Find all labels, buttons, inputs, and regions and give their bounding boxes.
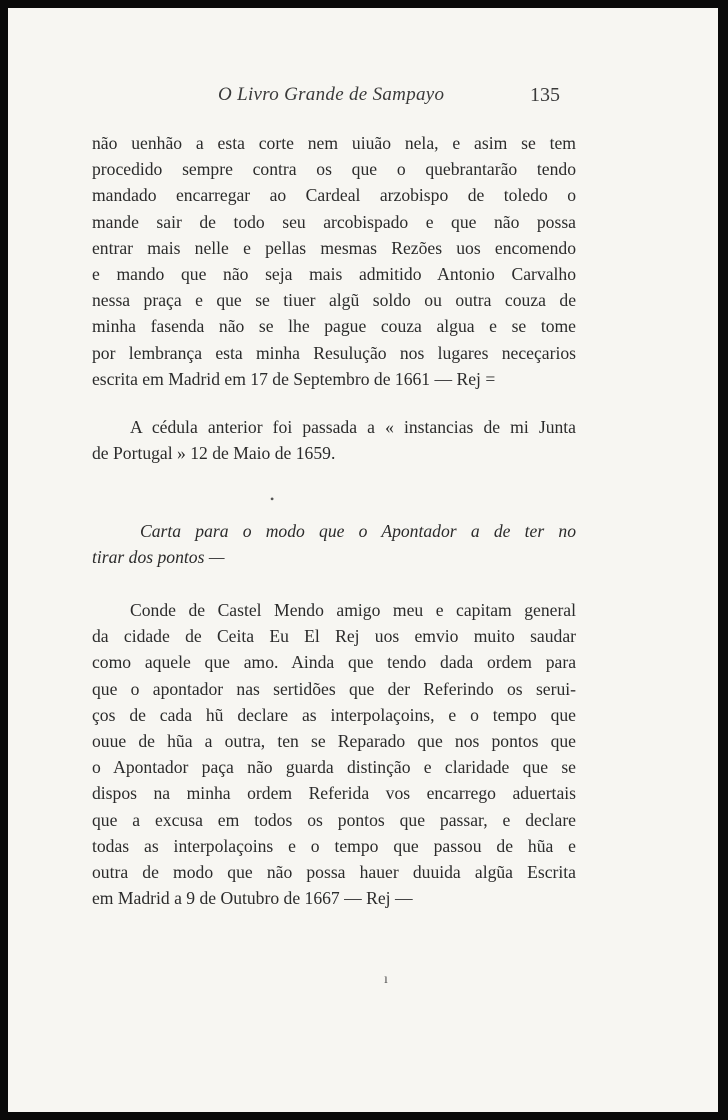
text-line: em Madrid a 9 de Outubro de 1667 — Rej — <box>92 888 413 909</box>
paragraph-note-1659 <box>92 414 576 466</box>
running-title: O Livro Grande de Sampayo <box>218 84 445 105</box>
text-line: Carta para o modo que o Apontador a de ter no <box>140 521 576 541</box>
text-line: ouue de hũa a outra, ten se Reparado que nos pontos que <box>92 730 576 751</box>
paragraph-cedula-1661 <box>92 130 576 392</box>
text-line: dispos na minha ordem Referida vos encarrego aduertais <box>92 783 576 804</box>
ink-speck: • <box>270 492 275 506</box>
letter-heading <box>92 518 576 570</box>
ink-speck: ı <box>384 972 388 987</box>
text-line: que o apontador nas sertidões que der Referindo os serui- <box>92 678 576 699</box>
text-line: e mando que não seja mais admitido Antonio Carvalho <box>92 263 576 284</box>
text-line: tirar dos pontos — <box>92 547 225 568</box>
text-line: minha fasenda não se lhe pague couza algua e se tome <box>92 316 576 337</box>
text-line: mandado encarregar ao Cardeal arzobispo de toledo o <box>92 185 576 206</box>
text-line: Conde de Castel Mendo amigo meu e capitam general <box>130 600 576 620</box>
text-line: de Portugal » 12 de Maio de 1659. <box>92 443 336 464</box>
text-line: procedido sempre contra os que o quebrantarão tendo <box>92 159 576 180</box>
text-line: outra de modo que não possa hauer duuida algũa Escrita <box>92 861 576 882</box>
text-line: mande sair de todo seu arcobispado e que não possa <box>92 211 576 232</box>
text-line: não uenhão a esta corte nem uiuão nela, e asim se tem <box>92 133 576 153</box>
book-page <box>8 8 718 1112</box>
text-line: o Apontador paça não guarda distinção e claridade que se <box>92 757 576 778</box>
text-line: todas as interpolaçoins e o tempo que passou de hũa e <box>92 835 576 856</box>
text-line: como aquele que amo. Ainda que tendo dada ordem para <box>92 652 576 673</box>
text-line: A cédula anterior foi passada a « instancias de mi Junta <box>130 417 576 437</box>
text-line: por lembrança esta minha Resulução nos lugares neceçarios <box>92 342 576 363</box>
page-number: 135 <box>530 84 560 106</box>
text-line: nessa praça e que se tiuer algũ soldo ou outra couza de <box>92 290 576 311</box>
text-line: ços de cada hũ declare as interpolaçoins, e o tempo que <box>92 704 576 725</box>
paragraph-carta-1667 <box>92 597 576 911</box>
page-header <box>8 80 718 110</box>
text-line: da cidade de Ceita Eu El Rej uos emvio muito saudar <box>92 626 576 647</box>
text-line: que a excusa em todos os pontos que passar, e declare <box>92 809 576 830</box>
text-line: escrita em Madrid em 17 de Septembro de 1661 — Rej = <box>92 368 496 389</box>
text-line: entrar mais nelle e pellas mesmas Rezões uos encomendo <box>92 237 576 258</box>
